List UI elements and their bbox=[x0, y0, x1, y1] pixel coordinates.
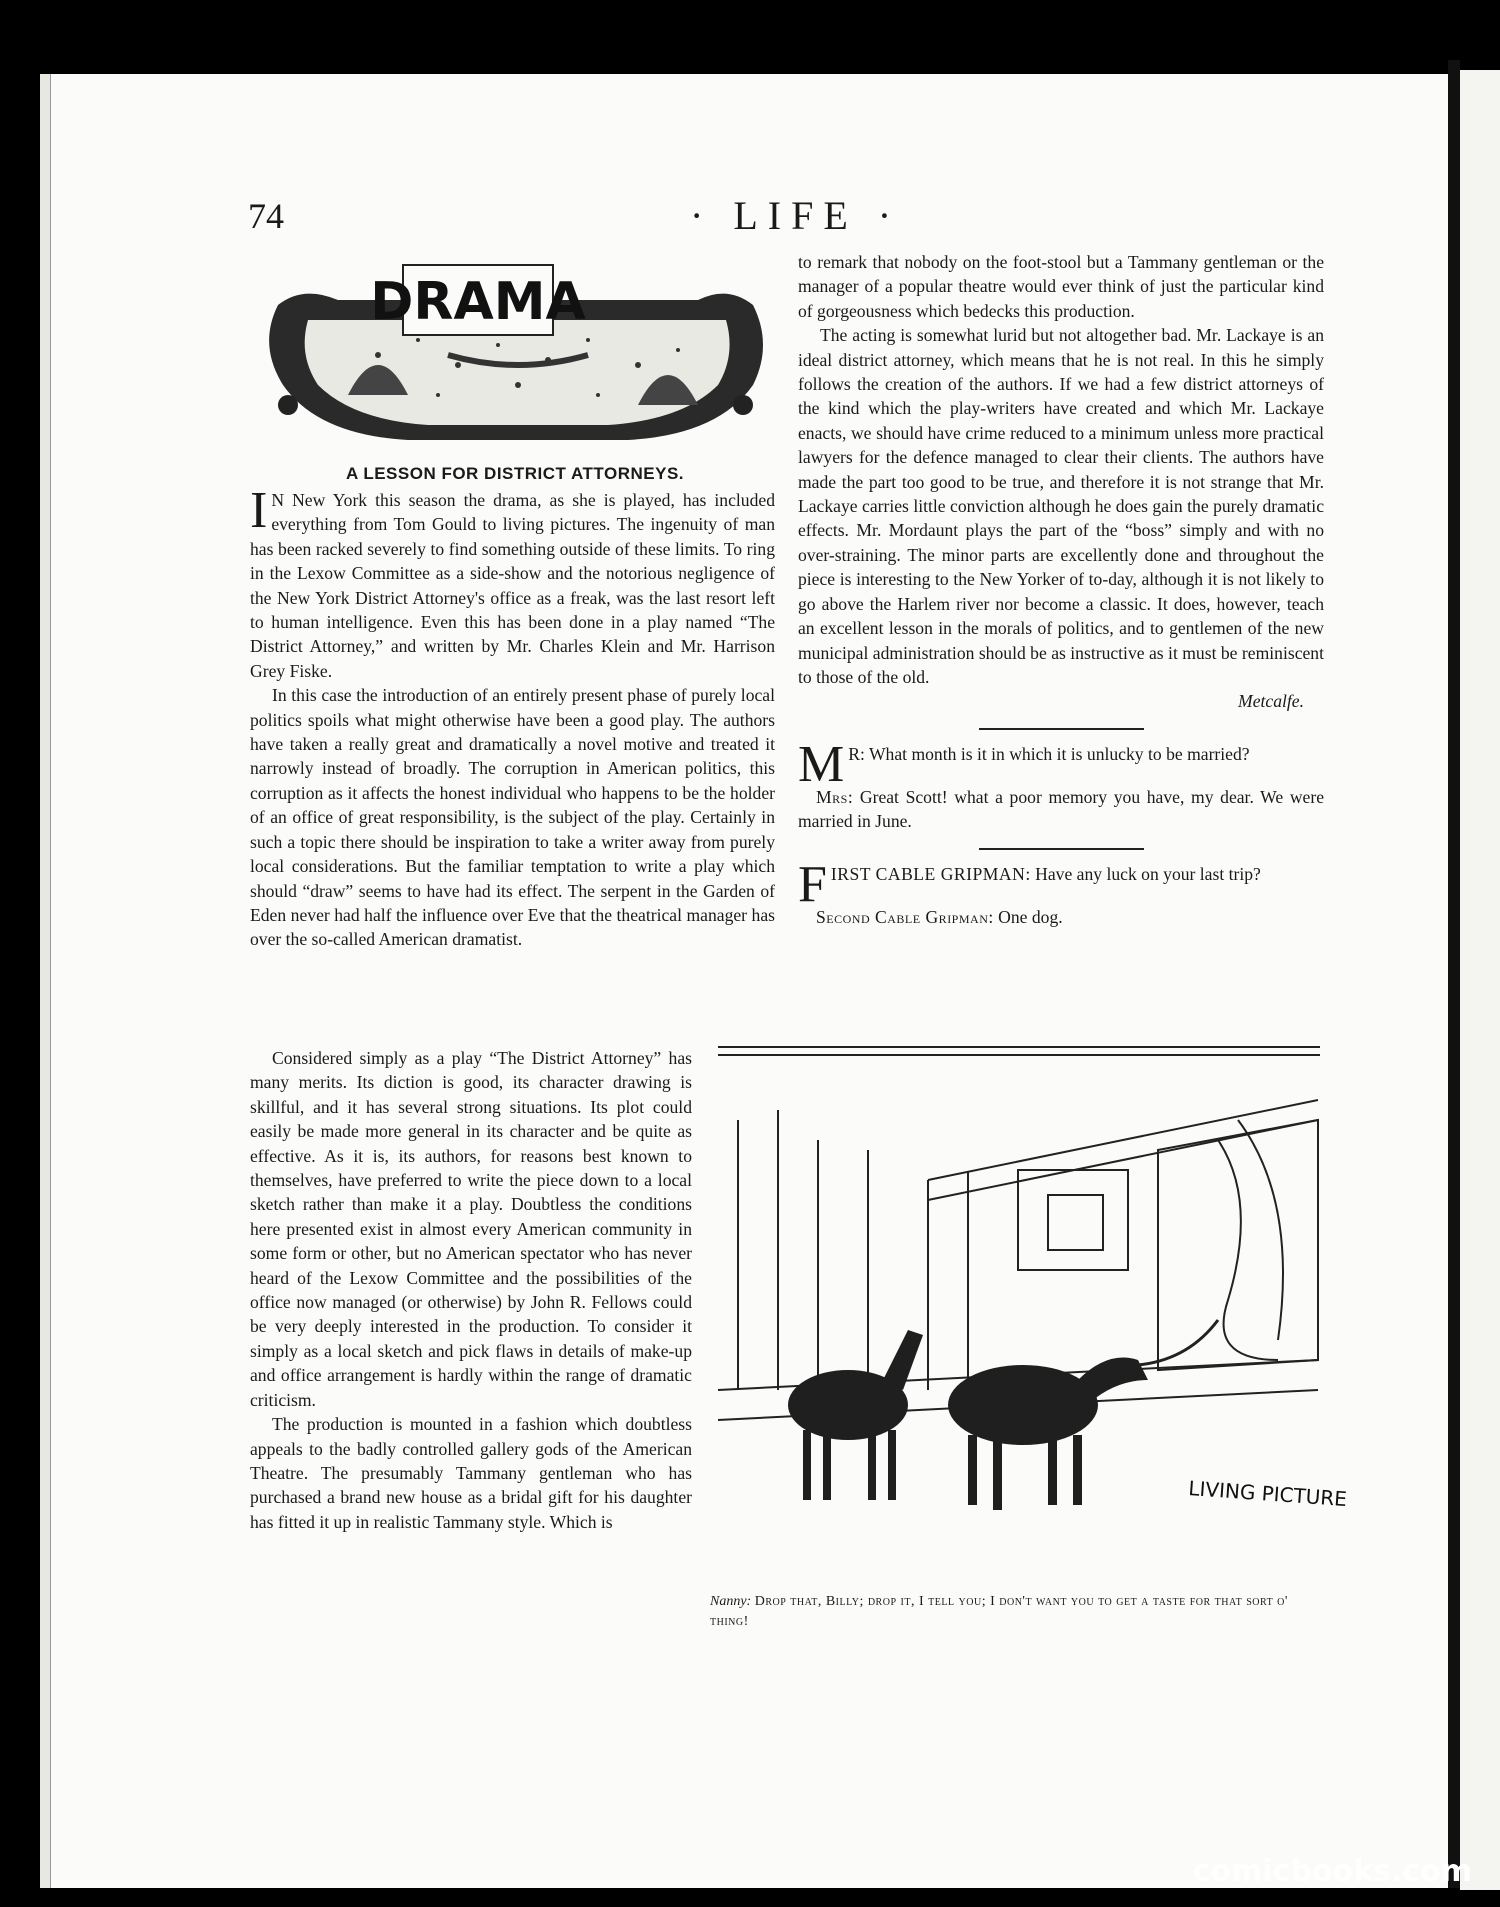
site-watermark: comicbooks.com bbox=[1192, 1854, 1472, 1889]
article-paragraph-3: Considered simply as a play “The District Attorney” has many merits. Its diction is good, its character drawing is skillful, and it has several strong situations. Its plot could easily be made more general in its character and be quite as effective. As it is, its authors, for reasons best known to themselves, have preferred to write the piece down to a local sketch rather than make it a play. Doubtless the conditions here presented exist in almost every American community in some form or other, but no American spectator who has never heard of the Lexow Committee and the possibilities of the office now managed (or otherwise) by John R. Fellows could be very deeply interested in the production. To consider it simply as a local sketch and pick flaws in details of make-up and office arrangement is hardly within the range of dramatic criticism. bbox=[250, 1048, 692, 1410]
drop-cap: I bbox=[250, 482, 268, 539]
joke2-speaker-1: IRST CABLE GRIPMAN: bbox=[830, 863, 1031, 884]
page-number: 74 bbox=[248, 196, 284, 236]
joke-cable-gripman bbox=[798, 855, 1324, 929]
binding-spine bbox=[1448, 60, 1460, 1888]
joke1-line-1: R: What month is it in which it is unlucky to be married? bbox=[848, 743, 1250, 764]
article-left-column bbox=[250, 482, 775, 952]
next-page-edge bbox=[1460, 70, 1500, 1890]
article-paragraph-6: The acting is somewhat lurid but not altogether bad. Mr. Lackaye is an ideal district attorney, which means that he is not real. In this he simply follows the creation of the authors. If we had a few district attorneys of the kind which the play-writers have created and which Mr. Lackaye enacts, we should have crime reduced to a minimum unless more practical lawyers for the defence managed to clear their clients. The authors have made the part too good to be true, and therefore it is not strange that Mr. Lackaye carries little conviction although he does gain the purely dramatic effects. Mr. Mordaunt plays the part of the “boss” simply and with no over-straining. The minor parts are excellently done and throughout the piece is interesting to the New Yorker of to-day, although it is not likely to go above the Harlem river nor become a classic. It does, however, teach an excellent lesson in the morals of politics, and to gentlemen of the new municipal administration should be as instructive as it must be reminiscent to those of the old. bbox=[798, 325, 1324, 687]
banner-title: DRAMA bbox=[370, 272, 586, 332]
caption-speaker: Nanny: bbox=[710, 1594, 752, 1609]
article-right-column bbox=[798, 250, 1324, 929]
section-divider-2 bbox=[979, 848, 1144, 850]
article-subhead: A LESSON FOR DISTRICT ATTORNEYS. bbox=[345, 464, 685, 483]
joke2-speaker-2: Second Cable Gripman: bbox=[816, 906, 994, 927]
joke2-line-2: One dog. bbox=[998, 906, 1063, 927]
page-left-edge bbox=[40, 74, 51, 1888]
cartoon-caption bbox=[710, 1592, 1325, 1632]
goats-living-picture-cartoon bbox=[718, 1060, 1348, 1565]
joke2-drop-cap: F bbox=[798, 855, 827, 913]
article-paragraph-2: In this case the introduction of an entirely present phase of purely local politics spoils what might otherwise have been a good play. The authors have taken a really great and dramatically a novel motive and treated it narrowly instead of broadly. The corruption in American politics, this corruption as it affects the honest individual who happens to be the holder of an office of great responsibility, is the subject of the play. Certainly in such a topic there should be inspiration to take a writer away from purely local considerations. But the familiar temptation to write a play which should “draw” seems to have had its effect. The serpent in the Garden of Eden never had half the influence over Eve that the theatrical manager has over the so-called American dramatist. bbox=[250, 685, 775, 950]
paragraph-1-text: N New York this season the drama, as she is played, has included everything from Tom Gould to living pictures. The ingenuity of man has been racked severely to find something outside of these limits. To ring in the Lexow Committee as a side-show and the notorious negligence of the New York District Attorney's office as a freak, was the last resort left to human intelligence. Even this has been done in a play named “The District Attorney,” and written by Mr. Charles Klein and Mr. Harrison Grey Fiske. bbox=[250, 490, 775, 681]
caption-text: Drop that, Billy; drop it, I tell you; I don't want you to get a taste for that sort o' thing! bbox=[710, 1594, 1288, 1629]
joke2-line-1: Have any luck on your last trip? bbox=[1035, 863, 1261, 884]
article-paragraph-4: The production is mounted in a fashion which doubtless appeals to the badly controlled gallery gods of the American Theatre. The presumably Tammany gentleman who has purchased a brand new house as a bridal gift for his daughter has fitted it up in realistic Tammany style. Which is bbox=[250, 1414, 692, 1532]
masthead-title: · LIFE · bbox=[690, 193, 902, 238]
article-left-column-lower bbox=[250, 1046, 692, 1534]
joke-month-married bbox=[798, 735, 1325, 834]
living-picture-sign: LIVING PICTURE bbox=[1187, 1476, 1348, 1512]
cartoon-top-rule bbox=[718, 1046, 1320, 1056]
article-paragraph-5: to remark that nobody on the foot-stool but a Tammany gentleman or the manager of a popular theatre would ever think of just the particular kind of gorgeousness which bedecks this production. bbox=[798, 252, 1324, 321]
joke1-drop-cap: M bbox=[798, 735, 845, 793]
article-paragraph-1 bbox=[250, 482, 775, 683]
joke1-speaker-2: Mrs: bbox=[816, 786, 854, 807]
drama-banner-illustration bbox=[258, 245, 773, 460]
section-divider bbox=[979, 728, 1144, 730]
joke1-line-2: Great Scott! what a poor memory you have, my dear. We were married in June. bbox=[798, 786, 1325, 832]
author-signature: Metcalfe. bbox=[1238, 691, 1304, 712]
